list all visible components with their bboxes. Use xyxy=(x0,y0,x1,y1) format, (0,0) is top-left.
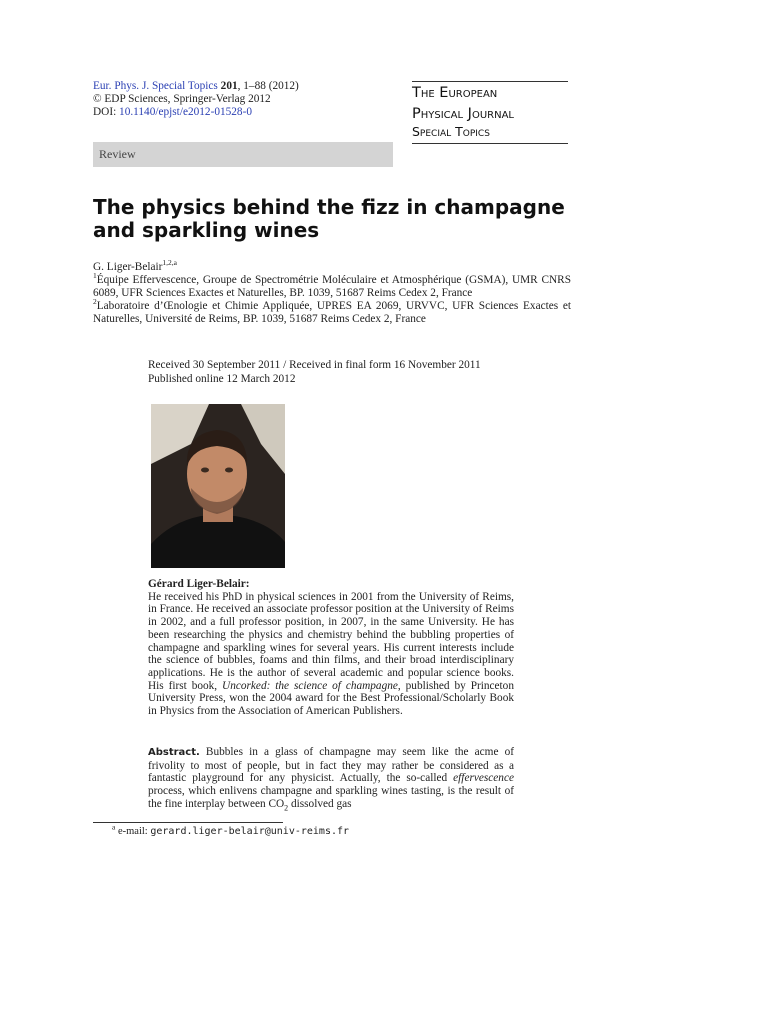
published-line: Published online 12 March 2012 xyxy=(148,372,296,385)
abstract-text-start: Bubbles in a glass of champagne may seem like the acme of frivolity to most of people, but in fact they may rather be considered as a fantastic playground for any physicist. Actually, the so-called xyxy=(148,746,514,785)
abstract-subscript: 2 xyxy=(284,803,289,813)
citation-line xyxy=(93,80,299,93)
affiliation-2 xyxy=(93,297,571,326)
author-photo xyxy=(151,404,285,568)
pages-year: , 1–88 (2012) xyxy=(237,80,299,92)
footnote-label: e-mail: xyxy=(117,826,151,837)
abstract-label: Abstract. xyxy=(148,747,200,758)
journal-name-line1: The European xyxy=(412,85,498,101)
author-portrait-illustration xyxy=(151,404,285,568)
journal-name-line3: Special Topics xyxy=(412,124,490,139)
abstract-text-mid: process, which enlivens champagne and sparkling wines tasting, is the result of the fine interplay between CO xyxy=(148,785,514,810)
email-address[interactable]: gerard.liger-belair@univ-reims.fr xyxy=(150,826,350,837)
doi-line xyxy=(93,106,299,119)
bio-text-start: He received his PhD in physical sciences in 2001 from the University of Reims, in France. He received an associate professor position at the University of Reims in 2002, and a full professor position, in 2007, in the same University. He has been researching the physics and chemistry behind the bubbling properties of champagne and sparkling wines for several years. His current interests include the science of bubbles, foams and thin films, and their broad interdisciplinary applications. He is the author of several academic and popular science books. His first book, xyxy=(148,590,514,692)
dates-block xyxy=(148,359,528,386)
footnote xyxy=(112,822,350,838)
journal-masthead xyxy=(412,81,568,144)
masthead-top-rule xyxy=(412,81,568,82)
footnote-rule xyxy=(93,822,283,823)
affiliation-1 xyxy=(93,271,571,300)
section-label: Review xyxy=(93,142,393,167)
abstract-emphasis: effervescence xyxy=(453,772,514,785)
bio-book-title: Uncorked: the science of champagne xyxy=(222,679,398,692)
doi-label: DOI: xyxy=(93,106,120,118)
bio-text-end: , published by Princeton University Press, won the 2004 award for the Best Professional/Scholarly Book in Physics from the Association of American Publishers. xyxy=(148,679,514,718)
citation-block xyxy=(93,80,299,119)
masthead-bottom-rule xyxy=(412,143,568,144)
bio-author-name: Gérard Liger-Belair: xyxy=(148,578,250,590)
affiliation-2-number: 2 xyxy=(93,297,97,307)
received-line: Received 30 September 2011 / Received in final form 16 November 2011 xyxy=(148,359,481,371)
author-block xyxy=(93,258,571,326)
paper-title: The physics behind the fizz in champagne and sparkling wines xyxy=(93,195,565,242)
abstract xyxy=(148,746,514,815)
journal-link[interactable]: Eur. Phys. J. Special Topics xyxy=(93,80,218,92)
author-name: G. Liger-Belair xyxy=(93,261,163,273)
footnote-marker: a xyxy=(112,822,116,832)
journal-name-line2: Physical Journal xyxy=(412,106,514,122)
affiliation-2-text: Laboratoire d’Œnologie et Chimie Appliquée, UPRES EA 2069, URVVC, UFR Sciences Exactes et Naturelles, Université de Reims, BP. 1039, 51687 Reims Cedex 2, France xyxy=(93,300,571,325)
author-line xyxy=(93,258,571,274)
affiliation-1-text: Équipe Effervescence, Groupe de Spectrométrie Moléculaire et Atmosphérique (GSMA), UMR CNRS 6089, UFR Sciences Exactes et Naturelles, BP. 1039, 51687 Reims Cedex 2, France xyxy=(93,274,571,299)
abstract-text-end: dissolved gas xyxy=(288,797,352,810)
author-biography xyxy=(148,578,514,718)
volume-number: 201 xyxy=(220,80,238,92)
affiliation-1-number: 1 xyxy=(93,271,97,281)
doi-link[interactable]: 10.1140/epjst/e2012-01528-0 xyxy=(119,106,252,118)
copyright-line: © EDP Sciences, Springer-Verlag 2012 xyxy=(93,93,271,105)
author-sup: 1,2,a xyxy=(162,258,178,268)
